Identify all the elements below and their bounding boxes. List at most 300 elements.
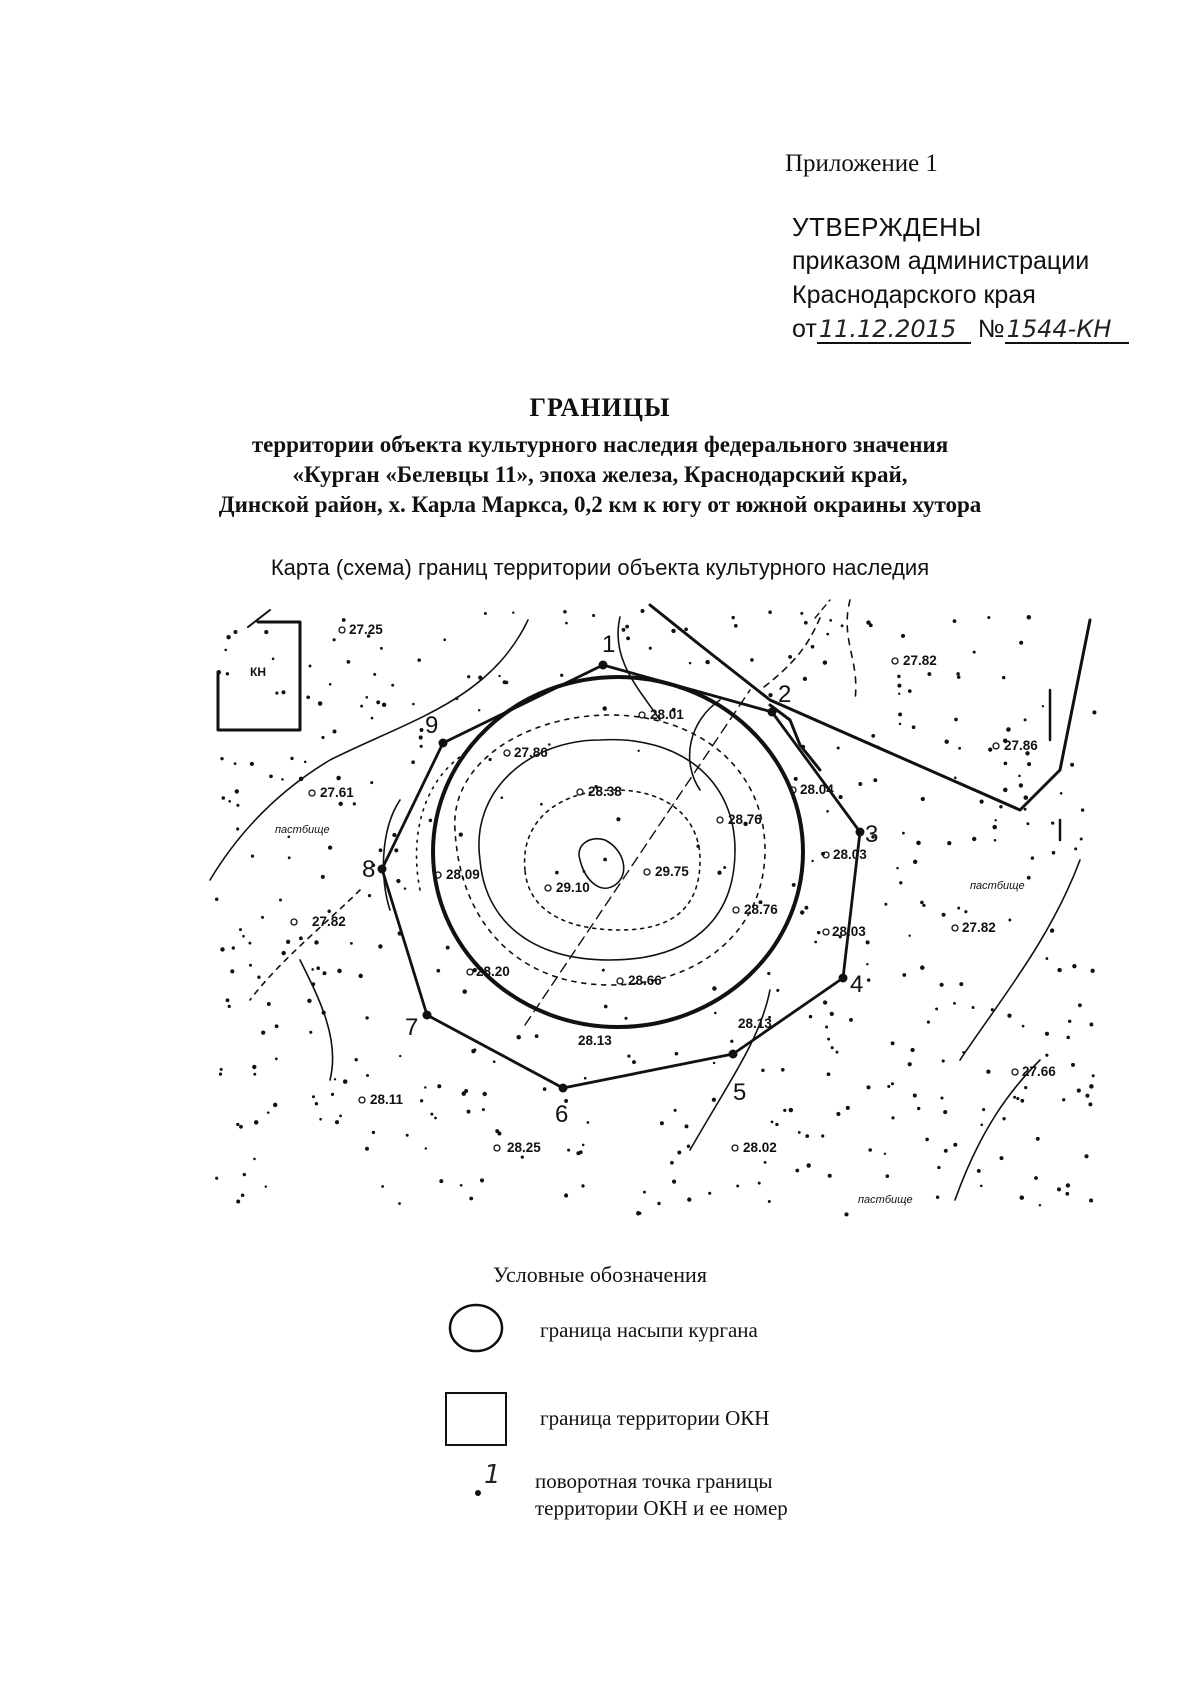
- terrain-dot: [360, 705, 363, 708]
- terrain-dot: [846, 1106, 850, 1110]
- terrain-dot: [220, 757, 223, 760]
- terrain-dot: [674, 1109, 677, 1112]
- elevation-label: 27.61: [320, 785, 354, 800]
- terrain-dot: [649, 647, 652, 650]
- terrain-dot: [953, 619, 957, 623]
- terrain-dot: [565, 622, 568, 625]
- terrain-dot: [500, 796, 503, 799]
- terrain-dot: [999, 805, 1002, 808]
- terrain-dot: [1024, 1086, 1027, 1089]
- terrain-dot: [1026, 822, 1029, 825]
- terrain-dot: [1007, 1014, 1011, 1018]
- terrain-dot: [459, 832, 463, 836]
- terrain-dot: [972, 1006, 975, 1009]
- terrain-dot: [925, 1138, 929, 1142]
- terrain-dot: [814, 941, 817, 944]
- terrain-dot: [230, 969, 234, 973]
- terrain-dot: [275, 1024, 279, 1028]
- land-label: пастбище: [275, 824, 330, 836]
- terrain-dot: [335, 1120, 339, 1124]
- terrain-dot: [809, 1015, 813, 1019]
- terrain-dot: [913, 1094, 917, 1098]
- terrain-dot: [806, 1163, 810, 1167]
- terrain-dot: [958, 747, 961, 750]
- terrain-dot: [318, 701, 323, 706]
- terrain-dot: [1052, 851, 1056, 855]
- terrain-dot: [632, 1060, 636, 1064]
- terrain-dot: [290, 757, 293, 760]
- terrain-dot: [286, 940, 290, 944]
- terrain-dot: [927, 1021, 930, 1024]
- terrain-dot: [902, 973, 906, 977]
- terrain-dot: [805, 1134, 809, 1138]
- terrain-dot: [717, 871, 721, 875]
- terrain-dot: [299, 936, 303, 940]
- terrain-dot: [425, 1147, 427, 1149]
- terrain-dot: [750, 658, 754, 662]
- elevation-label: 28.02: [743, 1140, 777, 1155]
- terrain-dot: [339, 1115, 342, 1118]
- terrain-dot: [391, 684, 394, 687]
- terrain-dot: [251, 854, 254, 857]
- terrain-dot: [261, 1030, 265, 1034]
- terrain-dot: [844, 1212, 848, 1216]
- terrain-dot: [1027, 615, 1032, 620]
- elevation-label: 28.76: [728, 812, 762, 827]
- terrain-dot: [483, 1092, 487, 1096]
- terrain-dot: [602, 706, 606, 710]
- terrain-dot: [1092, 1074, 1095, 1077]
- terrain-dot: [1042, 705, 1044, 707]
- elevation-label: 28.38: [588, 784, 622, 799]
- terrain-dot: [908, 689, 912, 693]
- terrain-dot: [498, 675, 500, 677]
- terrain-dot: [581, 1184, 584, 1187]
- terrain-dot: [980, 800, 984, 804]
- terrain-dot: [564, 1193, 568, 1197]
- terrain-dot: [624, 1017, 627, 1020]
- terrain-dot: [1084, 1154, 1088, 1158]
- terrain-dot: [307, 999, 311, 1003]
- terrain-dot: [343, 1079, 348, 1084]
- terrain-dot: [404, 887, 406, 889]
- terrain-dot: [867, 978, 870, 981]
- terrain-dot: [603, 858, 607, 862]
- terrain-dot: [253, 1158, 256, 1161]
- terrain-dot: [1065, 1192, 1069, 1196]
- terrain-dot: [567, 1149, 570, 1152]
- terrain-dot: [977, 1169, 981, 1173]
- terrain-dot: [1062, 1098, 1065, 1101]
- terrain-dot: [764, 1161, 767, 1164]
- terrain-dot: [712, 1098, 716, 1102]
- terrain-dot: [1027, 876, 1031, 880]
- terrain-dot: [350, 942, 353, 945]
- terrain-dot: [953, 1143, 957, 1147]
- terrain-dot: [899, 723, 902, 726]
- elevation-label: 27.25: [349, 622, 383, 637]
- terrain-dot: [942, 1059, 945, 1062]
- terrain-dot: [953, 1002, 956, 1005]
- terrain-dot: [920, 901, 924, 905]
- elevation-label: 28.01: [650, 707, 684, 722]
- terrain-dot: [336, 776, 341, 781]
- terrain-contours: [210, 600, 1080, 1200]
- terrain-dot: [1008, 919, 1011, 922]
- terrain-dot: [316, 966, 320, 970]
- terrain-dot: [261, 916, 264, 919]
- terrain-dot: [1045, 1032, 1049, 1036]
- mound-contours: [417, 715, 765, 985]
- terrain-dot: [323, 971, 327, 975]
- terrain-dot: [730, 1040, 733, 1043]
- terrain-dot: [1089, 1084, 1094, 1089]
- terrain-dot: [355, 1058, 358, 1061]
- terrain-dot: [489, 758, 492, 761]
- terrain-dots: [215, 609, 1097, 1216]
- terrain-dot: [333, 730, 337, 734]
- terrain-dot: [224, 649, 227, 652]
- terrain-dot: [935, 1007, 938, 1010]
- elevation-label: 28.03: [833, 847, 867, 862]
- terrain-dot: [940, 983, 944, 987]
- terrain-dot: [868, 1148, 872, 1152]
- terrain-dot: [800, 910, 804, 914]
- terrain-dot: [891, 1082, 894, 1085]
- turning-point-2: 2: [778, 681, 792, 708]
- terrain-dot: [503, 680, 507, 684]
- terrain-dot: [275, 692, 278, 695]
- terrain-dot: [804, 906, 808, 910]
- terrain-dot: [563, 610, 567, 614]
- terrain-dot: [898, 712, 902, 716]
- terrain-dot: [495, 1129, 499, 1133]
- terrain-dot: [604, 1005, 608, 1009]
- terrain-dot: [1031, 856, 1034, 859]
- elevation-label: 27.82: [903, 653, 937, 668]
- terrain-dot: [1019, 641, 1023, 645]
- terrain-dot: [358, 974, 362, 978]
- terrain-dot: [1039, 1204, 1041, 1206]
- terrain-dot: [1002, 676, 1005, 679]
- terrain-dot: [992, 825, 997, 830]
- terrain-dot: [972, 837, 976, 841]
- elevation-label: 28.66: [628, 973, 662, 988]
- legend-point-label: [535, 1468, 788, 1522]
- terrain-dot: [471, 1049, 475, 1053]
- terrain-dot: [236, 1200, 240, 1204]
- square-icon: [445, 1392, 507, 1446]
- terrain-dot: [306, 695, 310, 699]
- elevation-label: 28.11: [370, 1092, 404, 1107]
- terrain-dot: [239, 1125, 243, 1129]
- terrain-dot: [982, 1108, 985, 1111]
- terrain-dot: [365, 696, 368, 699]
- terrain-dot: [548, 743, 551, 746]
- elevation-label: 27.86: [514, 745, 548, 760]
- subtitle-line-2: «Курган «Белевцы 11», эпоха железа, Краснодарский край,: [292, 462, 908, 487]
- terrain-dot: [821, 1134, 824, 1137]
- north-box-label: КН: [250, 665, 266, 679]
- terrain-dot: [959, 982, 963, 986]
- elevation-label: 27.66: [1022, 1064, 1056, 1079]
- terrain-dot: [714, 1012, 717, 1015]
- terrain-dot: [913, 860, 917, 864]
- terrain-dot: [836, 1051, 839, 1054]
- terrain-dot: [626, 636, 630, 640]
- terrain-dot: [1020, 1195, 1025, 1200]
- legend-point-number: 1: [484, 1460, 501, 1490]
- terrain-dot: [781, 1068, 785, 1072]
- terrain-dot: [871, 734, 875, 738]
- terrain-dot: [954, 777, 957, 780]
- terrain-dot: [921, 797, 925, 801]
- terrain-dot: [226, 672, 229, 675]
- terrain-dot: [826, 633, 829, 636]
- terrain-dot: [1024, 718, 1027, 721]
- terrain-dot: [908, 1062, 912, 1066]
- terrain-dot: [657, 1202, 660, 1205]
- terrain-dot: [215, 898, 218, 901]
- terrain-dot: [582, 1144, 585, 1147]
- terrain-dot: [1006, 727, 1011, 732]
- terrain-dot: [267, 1111, 270, 1114]
- terrain-dot: [417, 658, 421, 662]
- terrain-dot: [937, 1166, 940, 1169]
- order-date-line: [792, 312, 1129, 346]
- terrain-dot: [315, 1102, 318, 1105]
- terrain-dot: [424, 1086, 426, 1088]
- terrain-dot: [922, 904, 925, 907]
- terrain-dot: [228, 1005, 231, 1008]
- terrain-dot: [973, 651, 976, 654]
- terrain-dot: [412, 703, 415, 706]
- terrain-dot: [804, 621, 808, 625]
- terrain-dot: [940, 1096, 943, 1099]
- terrain-dot: [222, 796, 226, 800]
- terrain-dot: [823, 1000, 827, 1004]
- elevation-label: 28.09: [446, 867, 480, 882]
- terrain-dot: [761, 1069, 764, 1072]
- terrain-dot: [576, 1151, 580, 1155]
- terrain-dot: [394, 848, 398, 852]
- terrain-dot: [380, 647, 383, 650]
- terrain-dot: [734, 624, 738, 628]
- terrain-dot: [309, 665, 312, 668]
- terrain-dot: [643, 1191, 646, 1194]
- terrain-dot: [555, 871, 559, 875]
- terrain-dot: [282, 951, 286, 955]
- terrain-dot: [328, 845, 332, 849]
- terrain-dot: [901, 634, 905, 638]
- terrain-dot: [370, 781, 373, 784]
- terrain-dot: [253, 1073, 256, 1076]
- terrain-dot: [817, 931, 821, 935]
- terrain-dot: [873, 778, 877, 782]
- terrain-dot: [319, 1118, 322, 1121]
- terrain-dot: [464, 1089, 468, 1093]
- terrain-dot: [1077, 1089, 1081, 1093]
- terrain-dot: [910, 1048, 914, 1052]
- terrain-dot: [980, 1123, 983, 1126]
- terrain-dot: [482, 1108, 485, 1111]
- terrain-dot: [279, 899, 282, 902]
- terrain-dot: [378, 944, 382, 948]
- terrain-dot: [1024, 795, 1029, 800]
- point-marker-icon: [475, 1490, 481, 1496]
- terrain-dot: [1080, 838, 1083, 841]
- terrain-dot: [281, 778, 284, 781]
- terrain-dot: [446, 946, 450, 950]
- terrain-dot: [443, 638, 446, 641]
- terrain-dot: [723, 866, 726, 869]
- document-title: ГРАНИЦЫ: [529, 393, 671, 422]
- terrain-dot: [1088, 1102, 1092, 1106]
- terrain-dot: [886, 1174, 890, 1178]
- terrain-dot: [399, 1055, 401, 1057]
- terrain-dot: [366, 1074, 369, 1077]
- terrain-dot: [587, 1121, 590, 1124]
- turning-point-3: 3: [865, 821, 879, 848]
- terrain-dot: [826, 810, 829, 813]
- terrain-dot: [798, 1131, 801, 1134]
- number-prefix: №: [977, 315, 1005, 343]
- terrain-dot: [1016, 1097, 1019, 1100]
- terrain-dot: [1057, 968, 1061, 972]
- terrain-dot: [837, 746, 840, 749]
- terrain-dot: [836, 1112, 840, 1116]
- terrain-dot: [811, 860, 813, 862]
- terrain-dot: [1070, 763, 1074, 767]
- document-subtitle: [100, 430, 1100, 520]
- terrain-dot: [512, 611, 514, 613]
- boundary-map: [0, 595, 1200, 1255]
- terrain-dot: [827, 1038, 830, 1041]
- terrain-dot: [1072, 964, 1076, 968]
- terrain-dot: [920, 965, 925, 970]
- order-number: 1544-КН: [1005, 316, 1129, 344]
- terrain-dot: [314, 940, 318, 944]
- terrain-dot: [392, 833, 396, 837]
- terrain-dot: [264, 630, 268, 634]
- terrain-dot: [257, 975, 260, 978]
- terrain-dot: [1036, 1137, 1040, 1141]
- terrain-dot: [420, 1099, 423, 1102]
- terrain-dot: [887, 1085, 890, 1088]
- order-line-2: Краснодарского края: [792, 281, 1036, 309]
- terrain-dot: [381, 1185, 384, 1188]
- terrain-dot: [321, 736, 324, 739]
- terrain-dot: [1027, 762, 1031, 766]
- terrain-dot: [866, 963, 868, 965]
- elevation-label: 28.04: [800, 782, 834, 797]
- terrain-dot: [758, 1182, 761, 1185]
- appendix-label: Приложение 1: [785, 150, 938, 177]
- terrain-dot: [478, 709, 480, 711]
- terrain-dot: [493, 1060, 496, 1063]
- terrain-dot: [602, 969, 605, 972]
- land-label: пастбище: [970, 880, 1025, 892]
- terrain-dot: [329, 683, 332, 686]
- terrain-dot: [775, 1123, 778, 1126]
- terrain-dot: [226, 998, 230, 1002]
- terrain-dot: [627, 1055, 630, 1058]
- terrain-dot: [1045, 1054, 1048, 1057]
- terrain-dot: [252, 1065, 256, 1069]
- terrain-dot: [884, 1153, 886, 1155]
- terrain-dot: [943, 1110, 947, 1114]
- terrain-dot: [687, 1197, 691, 1201]
- terrain-dot: [376, 700, 380, 704]
- terrain-dot: [866, 1085, 870, 1089]
- turning-point-4: 4: [850, 971, 864, 998]
- terrain-dot: [434, 1117, 437, 1120]
- terrain-dot: [768, 693, 772, 697]
- terrain-dot: [365, 1147, 369, 1151]
- approval-block: [792, 210, 1129, 346]
- terrain-dot: [1068, 1020, 1071, 1023]
- terrain-dot: [1022, 1025, 1025, 1028]
- date-prefix: от: [792, 315, 817, 343]
- terrain-dot: [235, 789, 239, 793]
- terrain-dot: [789, 1108, 793, 1112]
- terrain-dot: [234, 762, 237, 765]
- terrain-dot: [1081, 808, 1084, 811]
- road-lines: [650, 605, 1090, 810]
- terrain-dot: [896, 867, 899, 870]
- order-line-1: приказом администрации: [792, 247, 1090, 275]
- terrain-dot: [800, 612, 803, 615]
- terrain-dot: [803, 677, 807, 681]
- terrain-dot: [994, 839, 997, 842]
- terrain-dot: [584, 1077, 587, 1080]
- terrain-dot: [1074, 847, 1077, 850]
- terrain-dot: [622, 628, 626, 632]
- terrain-dot: [899, 881, 902, 884]
- terrain-dot: [957, 675, 961, 679]
- elevation-label: 28.76: [744, 902, 778, 917]
- terrain-dot: [311, 968, 314, 971]
- terrain-dot: [945, 740, 949, 744]
- terrain-dot: [936, 1196, 939, 1199]
- terrain-dot: [841, 624, 844, 627]
- terrain-dot: [912, 725, 916, 729]
- terrain-dot: [1002, 1117, 1005, 1120]
- terrain-dot: [281, 690, 285, 694]
- turning-point-5: 5: [733, 1079, 747, 1106]
- terrain-dot: [420, 745, 423, 748]
- circle-icon: [448, 1302, 504, 1359]
- map-heading: Карта (схема) границ территории объекта культурного наследия: [270, 555, 930, 580]
- terrain-dot: [1092, 710, 1096, 714]
- terrain-dot: [333, 638, 336, 641]
- terrain-dot: [1045, 957, 1048, 960]
- terrain-dot: [469, 1197, 473, 1201]
- terrain-dot: [827, 1072, 831, 1076]
- terrain-dot: [1051, 821, 1054, 824]
- terrain-dot: [794, 777, 798, 781]
- terrain-dot: [228, 800, 231, 803]
- terrain-dot: [215, 1177, 218, 1180]
- terrain-dot: [334, 1078, 336, 1080]
- terrain-dot: [236, 1123, 239, 1126]
- elevation-label: 27.86: [1004, 738, 1038, 753]
- elevation-label: 29.75: [655, 864, 689, 879]
- terrain-dot: [891, 1116, 894, 1119]
- terrain-dot: [927, 672, 931, 676]
- terrain-dot: [891, 1041, 895, 1045]
- terrain-dot: [1050, 928, 1054, 932]
